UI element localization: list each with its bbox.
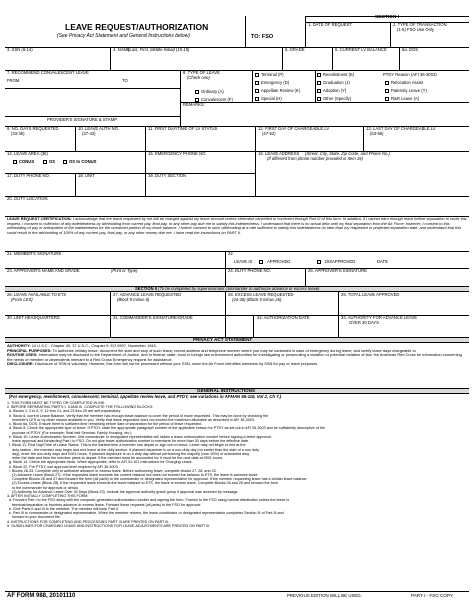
section-2-hint: (To be completed by supervisor/unit commander to authorize advance or excess leave) bbox=[158, 285, 320, 291]
to-label: TO bbox=[122, 78, 128, 83]
ordinary-checkbox[interactable] bbox=[195, 90, 199, 94]
os-label: OS bbox=[49, 159, 56, 164]
instruction-line: day), enter the non-duty days and 0001 hours. If planned departure is on a duty day without performing the majority (over 50%) of scheduled duty, bbox=[7, 451, 250, 456]
ptdy-reason-label: PTDY Reason (AFI 36-3003) bbox=[383, 72, 437, 77]
from-label: FROM bbox=[7, 78, 20, 83]
privacy-routine-text: Information may be disclosed to the Department of Justice, and to federal, state, local or foreign law enforcement authorities for investigating or prosecuting a violation or potential violation of law; the American Red Cross for information concerning the needs of member or dependents relevant to a Red Cross Emergency request for assistance. bbox=[7, 352, 462, 362]
emergency-checkbox[interactable] bbox=[255, 81, 259, 85]
section-1-label: SECTION I bbox=[375, 15, 399, 20]
provider-signature-label: PROVIDER'S SIGNATURE & STAMP bbox=[47, 117, 117, 122]
terminal-checkbox[interactable] bbox=[255, 73, 259, 77]
adoption-label: Adoption (Y) bbox=[323, 88, 347, 93]
instruction-line: (2) Excess Leave (Block 28). If the requested leave exceeds the leave balance to ETS, the leave is excess leave. Complete Blocks 26 and 28 and forward the form bbox=[7, 481, 278, 486]
instruction-line: 3. AFTER INITIALLY COMPLETING THIS FORM: bbox=[7, 494, 89, 499]
remarks-label: REMARKS: bbox=[183, 102, 205, 107]
instruction-line: terminal/separation or involves advance or excess leave. Forward these requests (all parts) to the FSO for approval. bbox=[7, 502, 202, 507]
instruction-line: f. Block 11. First Day/Time of Leave Status. This is the earliest time a member can depart or sign out on leave. Leave may not begin or end at the bbox=[7, 443, 246, 448]
instruction-line: Complete Blocks 26 and 27 and forward the form (all parts) to the commander or designated representative for approval. If the member requesting leave has a civilian leave balance. bbox=[7, 477, 308, 482]
instruction-line: d. Block 8. Check the appropriate type of leave. If PTDY, state the appropriate paragraph number of the applicable reason for PTDY as set out in AFI 36-3003 and be sufficiently descriptive of the bbox=[7, 426, 325, 431]
grade-label: 5. GRADE bbox=[285, 47, 305, 52]
relocation-label: Relocation Assist bbox=[391, 80, 423, 85]
leave-auth-no-hint: (37-43) bbox=[82, 131, 96, 136]
relocation-checkbox[interactable] bbox=[385, 81, 389, 85]
adoption-checkbox[interactable] bbox=[317, 89, 321, 93]
approver-name-label: 23. APPROVER'S NAME AND GRADE bbox=[7, 268, 80, 273]
instruction-line: enter the date and time the member plans to depart. If the member must be accounted for, it must be the next date at 0001 hours. bbox=[7, 456, 224, 461]
last-day-chargeable-hint: (53-58) bbox=[370, 131, 384, 136]
privacy-authority-heading: AUTHORITY: bbox=[7, 343, 31, 348]
ssn-field[interactable] bbox=[6, 54, 109, 69]
remarks-field[interactable] bbox=[181, 108, 468, 125]
form-subtitle: (See Privacy Act Statement and General Instructions below) bbox=[57, 33, 190, 39]
instruction-line: (1) Advance Leave (Block 27). If the requested leave exceeds the current balance but does not exceed the balance to ETS, the leave is advance leave. bbox=[7, 472, 259, 477]
leave-address-hint: (Street, City, State, Zip Code, and Phone No.) bbox=[305, 151, 390, 156]
copy-designation: PART I - FSO COPY bbox=[411, 593, 454, 598]
date-of-request-label: 1. DATE OF REQUEST bbox=[308, 22, 352, 27]
leave-available-hint: (From LES) bbox=[11, 297, 33, 302]
paternity-label: Paternity Leave (Y) bbox=[391, 88, 427, 93]
leave-address-field[interactable] bbox=[256, 162, 468, 195]
duty-section-label: 19. DUTY SECTION bbox=[148, 173, 187, 178]
privacy-disclosure bbox=[7, 362, 467, 367]
approver-name-hint: (Print or Type) bbox=[111, 268, 138, 273]
instruction-line: a. Blocks 1, 3 to 5, 9, 12 thru 21, and 23 thru 25 are self-explanatory. bbox=[7, 409, 122, 414]
section-2-title: SECTION II bbox=[135, 285, 158, 291]
commander-signature-label: 31. COMMANDER'S SIGNATURE/GRADE bbox=[113, 315, 193, 320]
advance-leave-label: 27. ADVANCE LEAVE REQUESTED bbox=[113, 292, 182, 297]
privacy-purposes-heading: PRINCIPAL PURPOSES: bbox=[7, 347, 52, 353]
leave-area-label: 14. LEAVE AREA (36) bbox=[7, 151, 48, 156]
emergency-label: Emergency (D) bbox=[261, 80, 290, 85]
instruction-line: e. Block 10. Leave Authorization Number. Unit commander or designated representative will obtain a leave authorization number before signing a leave approval. bbox=[7, 434, 272, 439]
instruction-line: b. Give Parts II and III to the member. The member will keep Part II. bbox=[7, 506, 120, 511]
member-signature-label: 21. MEMBER'S SIGNATURE bbox=[7, 251, 62, 256]
member-signature-field[interactable] bbox=[6, 257, 224, 268]
os-to-conus-checkbox[interactable] bbox=[63, 160, 67, 164]
days-requested-hint: (33-35) bbox=[11, 131, 25, 136]
instruction-line: i. Blocks 26-33. Complete only to authorize advance or excess leave. Before authorizing leave, complete blocks 27, 28, and 33. bbox=[7, 468, 217, 473]
ordinary-label: Ordinary (A) bbox=[201, 89, 224, 94]
fso-use-only-label: (1-5) FSO Use Only bbox=[397, 26, 434, 32]
leave-address-hint-2: (If different from phone number provided in Item 15) bbox=[267, 156, 363, 161]
privacy-disclosure-text: Disclosure of SSN is voluntary. However, this form will not be processed without your SSN, since the Air Force identifies members by SSN for pay or leave purposes. bbox=[34, 361, 319, 366]
privacy-routine-heading: ROUTINE USES: bbox=[7, 352, 38, 357]
approver-signature-label: 25. APPROVER'S SIGNATURE bbox=[308, 268, 367, 273]
to-fso: TO: FSO bbox=[251, 34, 274, 40]
type-of-leave-label: 8. TYPE OF LEAVE bbox=[183, 70, 220, 75]
authorization-date-label: 32. AUTHORIZATION DATE bbox=[257, 315, 310, 320]
instruction-line: to the commander for approval or denial. bbox=[7, 485, 79, 490]
other-checkbox[interactable] bbox=[317, 97, 321, 101]
date-of-request-field[interactable] bbox=[306, 28, 389, 46]
special-label: Special (H) bbox=[261, 96, 282, 101]
first-day-lv-status-label: 11. FIRST DAY/TIME OF LV STATUS bbox=[148, 126, 218, 131]
leave-request-form bbox=[5, 4, 469, 604]
convalescent-label: Convalescent (F) bbox=[201, 97, 233, 102]
date-label: DATE bbox=[377, 259, 388, 264]
other-label: Other (Specify) bbox=[323, 96, 352, 101]
leave-available-label: 26. LEAVE AVAILABLE TO ETS bbox=[7, 292, 67, 297]
leave-address-label: 16. LEAVE ADDRESS bbox=[258, 151, 300, 156]
first-day-chargeable-hint: (47-52) bbox=[262, 131, 276, 136]
disapproved-checkbox[interactable] bbox=[317, 260, 321, 264]
previous-edition-note: PREVIOUS EDITION WILL BE USED. bbox=[287, 593, 362, 598]
form-number: AF FORM 988, 20101110 bbox=[7, 593, 76, 599]
approved-checkbox[interactable] bbox=[259, 260, 263, 264]
rr-label: R&R Leave (A) bbox=[391, 96, 420, 101]
conus-label: CONUS bbox=[19, 159, 35, 164]
privacy-act-text bbox=[7, 344, 467, 367]
os-to-conus-label: OS to CONUS bbox=[69, 159, 97, 164]
graduation-checkbox[interactable] bbox=[317, 81, 321, 85]
convalescent-leave-label: 7. RECOMMEND CONVALESCENT LEAVE bbox=[7, 70, 89, 75]
authority-advance-label: 33. AUTHORITY FOR ADVANCE LEAVE bbox=[341, 315, 418, 320]
instruction-line: b. Block 6, current Leave Balance. Verify that the member has enough leave balance to cover the period of leave requested. This may be done by checking the bbox=[7, 413, 269, 418]
graduation-label: Graduation (J) bbox=[323, 80, 350, 85]
duty-phone-label: 17. DUTY PHONE NO. bbox=[7, 173, 50, 178]
leave-auth-no-label: 10. LEAVE AUTH NO. bbox=[78, 126, 120, 131]
appellate-checkbox[interactable] bbox=[255, 89, 259, 93]
section-2-header bbox=[135, 287, 319, 292]
dos-label: 6a. DOS bbox=[402, 47, 419, 52]
item-22-label: 22. bbox=[228, 251, 234, 256]
first-day-chargeable-label: 12. FIRST DAY OF CHARGEABLE LV bbox=[258, 126, 330, 131]
ssn-label: 3. SSN (6-14) bbox=[7, 47, 33, 52]
instruction-line: 2. BEFORE SEPARATING PARTS I, II AND III, COMPLETE THE FOLLOWING BLOCKS: bbox=[7, 405, 154, 410]
appellate-label: Appellate Review (K) bbox=[261, 88, 301, 93]
instruction-line: h. Block 22. For PTDY, use approval level required by AFI 36-3003. bbox=[7, 464, 119, 469]
privacy-purposes-text: To authorize military leave, document the start and stop of such leave; record address and telephone number where you may be contacted in case of emergency during leave; and certify leave days chargeable to bbox=[52, 347, 416, 353]
general-instructions-title: GENERAL INSTRUCTIONS bbox=[197, 387, 256, 393]
days-requested-label: 9. NO. DAYS REQUESTED bbox=[7, 126, 59, 131]
privacy-authority-text: 10 U.S.C., Chapter 40; 37 U.S.C., Chapter 9; EO 9397, November 1943. bbox=[31, 343, 157, 348]
certification-heading: LEAVE REQUEST CERTIFICATION: bbox=[7, 216, 72, 221]
excess-leave-hint: (44-46) (Block 9 minus 26) bbox=[232, 297, 282, 302]
approver-duty-phone-label: 24. DUTY PHONE NO. bbox=[228, 268, 271, 273]
instruction-line: duty station - the member may begin and end leave at the duty section. If planned departure is on a non-duty day (no earlier than the start of a non duty bbox=[7, 447, 259, 452]
special-checkbox[interactable] bbox=[255, 97, 259, 101]
name-field[interactable] bbox=[111, 54, 281, 69]
type-of-transaction-label: 2. TYPE OF TRANSACTION bbox=[393, 22, 447, 27]
reenlistment-label: Reenlistment (E) bbox=[323, 72, 355, 77]
reenlistment-checkbox[interactable] bbox=[317, 73, 321, 77]
total-leave-approved-label: 29. TOTAL LEAVE APPROVED bbox=[341, 292, 400, 297]
advance-leave-hint: (Block 9 minus 6) bbox=[117, 297, 150, 302]
name-label: 4. NAME bbox=[113, 47, 130, 52]
conus-checkbox[interactable] bbox=[13, 160, 17, 164]
rr-checkbox[interactable] bbox=[385, 97, 389, 101]
approved-label: APPROVED bbox=[267, 259, 291, 264]
authority-advance-hint: OVER 30 DAYS bbox=[349, 320, 379, 325]
instruction-line: 5. GUIDELINES FOR CHARGING LEAVE AND INSTRUCTIONS FOR LEAVE ADJUSTMENTS ARE PRINTED ON PART III. bbox=[7, 523, 211, 528]
instruction-line: g. Block 14. Check the appropriate block. When appropriate, refer to AFI 31-101 Instructions for Charging Leave. bbox=[7, 460, 193, 465]
certification-body: I acknowledge that the leave requested by me will be charged against my leave account unless otherwise cancelled or corrected through Part III of this form. In addition, if I cannot earn enough leave before separation to cover this request, I consent to collection of any indebtedness by withholding from current pay, final pay, or any other pay due me to satisfy this indebtedness. I understand that there is no actual debt until my final separation from the Air Force; however, I consent to this withholding of pay in anticipation of the indebtedness for the unearned portion of my leave balance. I further consent to such withholding at a rate sufficient to satisfy this indebtedness no later than my requested or projected separation date, and understand that this could result in the withholding of 100% of any current pay, final pay, or any other money due me. I have read the instructions on PART II. bbox=[7, 216, 467, 235]
instruction-line: (3) Authority for Advance Leave Over 30 Days (Block 33). Include the approval authority grade group if approval was received by message. bbox=[7, 489, 239, 494]
check-one-hint: (Check one) bbox=[187, 75, 210, 80]
paternity-checkbox[interactable] bbox=[385, 89, 389, 93]
duty-location-field[interactable] bbox=[6, 202, 468, 216]
disapproved-label: DISAPPROVED bbox=[325, 259, 356, 264]
instruction-line: 1. THIS FORM MUST BE TYPED OR COMPLETED IN INK. bbox=[7, 401, 106, 405]
general-instructions-subtitle: (For emergency, reenlistment, convalescent, terminal, appellate review leave, and PTDY, see variations in AFMAN 65-116, Vol 2, Ch 7.) bbox=[9, 394, 282, 399]
leave-is-label: LEAVE IS bbox=[234, 259, 253, 264]
instruction-line: leave approval and forwarding Part I to FSO. Do not give leave authorization number to members for more than 30 days before the effective date. bbox=[7, 439, 250, 444]
excess-leave-label: 28. EXCESS LEAVE REQUESTED bbox=[228, 292, 294, 297]
terminal-label: Terminal (P) bbox=[261, 72, 284, 77]
os-checkbox[interactable] bbox=[43, 160, 47, 164]
name-hint: (Last, First, Middle Initial) (15-19) bbox=[128, 47, 190, 52]
instruction-line: forward to your document file. bbox=[7, 515, 61, 520]
instruction-line: c. Part III to commander or designated representative. When the member returns, the leave coordinator or designated representative completes Section III of Part III and bbox=[7, 511, 284, 516]
emergency-phone-label: 15. EMERGENCY PHONE NO. bbox=[148, 151, 207, 156]
last-day-chargeable-label: 13. LAST DAY OF CHARGEABLE LV bbox=[366, 126, 436, 131]
current-lv-balance-label: 6. CURRENT LV BALANCE bbox=[335, 47, 387, 52]
privacy-disclosure-heading: DISCLOSURE: bbox=[7, 361, 34, 366]
privacy-act-title: PRIVACY ACT STATEMENT bbox=[193, 336, 253, 342]
instruction-line: 4. INSTRUCTIONS FOR COMPLETING AND PROCESSING PART III ARE PRINTED ON PART III. bbox=[7, 519, 170, 524]
instruction-line: member's LES or by other means available to you. Verify that leave requested does not exceed the maximum allowable as described in AFI 36-3003. bbox=[7, 417, 255, 422]
unit-headquarters-label: 30. UNIT HEADQUARTERS bbox=[7, 315, 60, 320]
form-title: LEAVE REQUEST/AUTHORIZATION bbox=[65, 22, 209, 32]
instruction-line: c. Block 6a, DOS. Ensure there is sufficient time remaining before date of separation for the period of leave requested. bbox=[7, 422, 202, 427]
duty-location-label: 20. DUTY LOCATION bbox=[7, 196, 48, 201]
general-instructions-list bbox=[7, 401, 467, 528]
instruction-line: a. Forward Part I to the FSO along with the computer-generated authorization number and signing the form. Furnish to the FSO using normal distribution unless the leave is bbox=[7, 498, 290, 503]
instruction-line: purpose of PTDY. (For example: Seat belt Seminar, Family Housing, etc.) bbox=[7, 430, 132, 435]
unit-label: 18. UNIT bbox=[78, 173, 95, 178]
certification-text bbox=[7, 217, 467, 235]
